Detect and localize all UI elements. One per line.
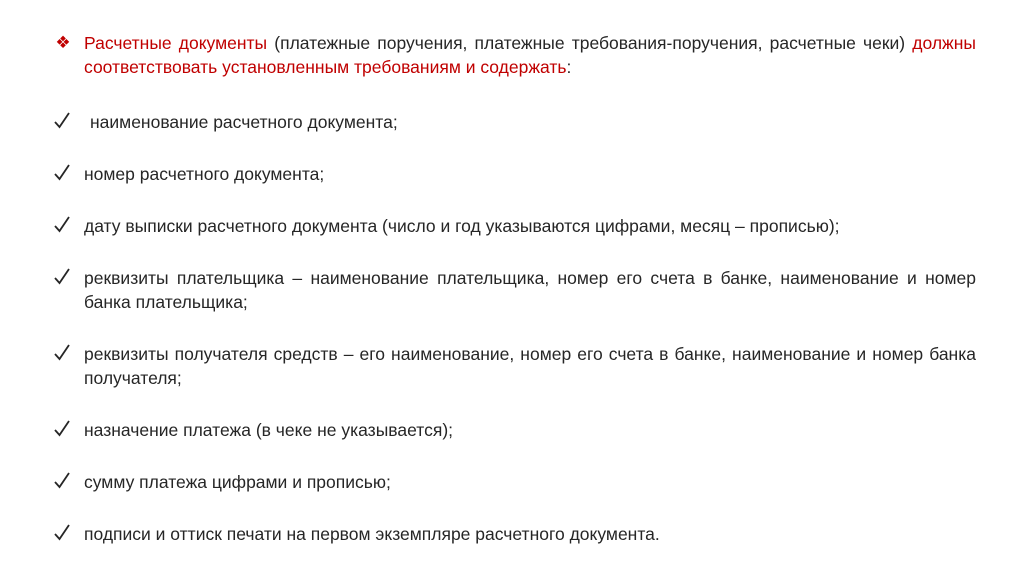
list-item-text: подписи и оттиск печати на первом экземпляре расчетного документа. xyxy=(84,524,660,544)
intro-term: Расчетные документы xyxy=(84,33,268,53)
diamond-bullet-icon: ❖ xyxy=(55,33,71,52)
list-item-text: сумму платежа цифрами и прописью; xyxy=(84,472,391,492)
list-item xyxy=(52,110,976,134)
checkmark-icon xyxy=(54,470,78,494)
checkmark-icon xyxy=(54,214,78,238)
checkmark-icon xyxy=(54,110,78,134)
checkmark-icon xyxy=(54,266,78,290)
checkmark-icon xyxy=(54,418,78,442)
list-item xyxy=(52,418,976,442)
list-item-text: реквизиты получателя средств – его наименование, номер его счета в банке, наименование и номер банка получателя; xyxy=(84,344,976,388)
intro-colon: : xyxy=(566,57,572,77)
intro-paragraph xyxy=(52,31,976,79)
list-item-text: номер расчетного документа; xyxy=(84,164,325,184)
intro-examples: (платежные поручения, платежные требования-поручения, расчетные чеки) xyxy=(267,33,913,53)
list-item xyxy=(52,162,976,186)
list-item xyxy=(52,342,976,390)
list-item xyxy=(52,522,976,546)
list-item-text: реквизиты плательщика – наименование плательщика, номер его счета в банке, наименование и номер банка плательщика; xyxy=(84,268,976,312)
list-item-text: наименование расчетного документа; xyxy=(90,112,398,132)
list-item-text: дату выписки расчетного документа (число и год указываются цифрами, месяц – прописью); xyxy=(84,216,840,236)
list-item xyxy=(52,470,976,494)
checkmark-icon xyxy=(54,522,78,546)
list-item xyxy=(52,214,976,238)
checkmark-icon xyxy=(54,342,78,366)
intro-requirement: должны соответствовать установленным требованиям и содержать xyxy=(84,33,976,77)
list-item-text: назначение платежа (в чеке не указывается); xyxy=(84,420,454,440)
checkmark-icon xyxy=(54,162,78,186)
list-item xyxy=(52,266,976,314)
